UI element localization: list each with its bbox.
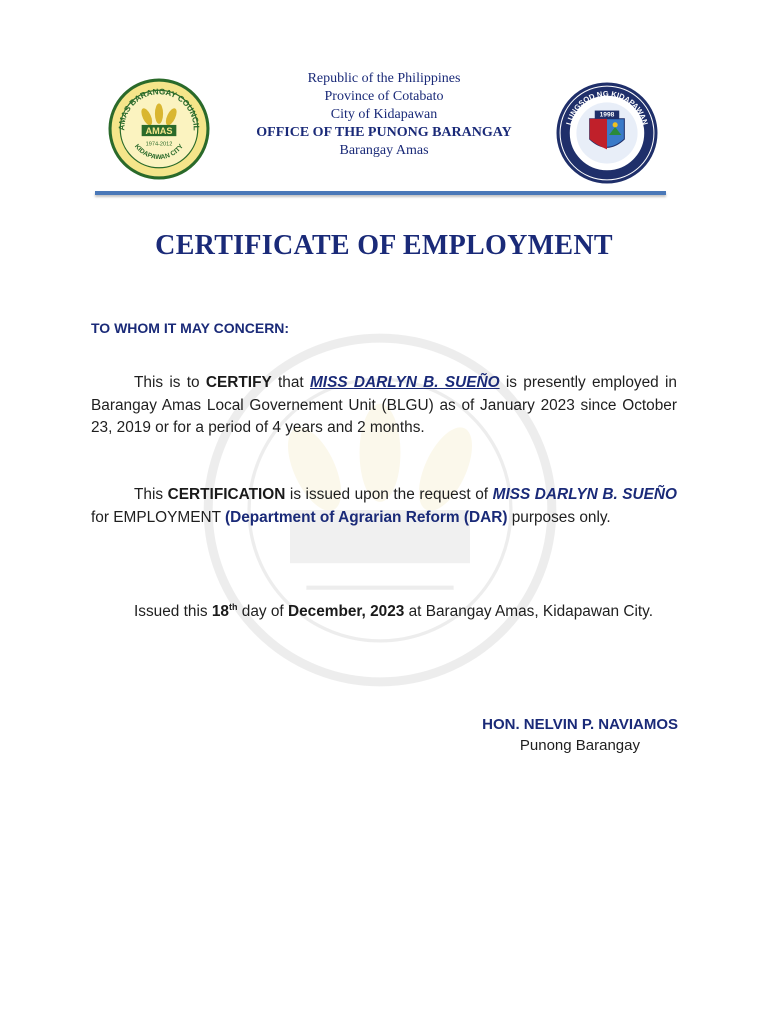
- p3-text-a: Issued this: [134, 603, 212, 621]
- p2-text-c: for EMPLOYMENT: [91, 508, 225, 526]
- issue-day: 18: [211, 603, 229, 621]
- right-seal-year: 1998: [599, 111, 615, 119]
- letterhead: [230, 70, 538, 160]
- paragraph-certification: [91, 484, 677, 529]
- barangay-line: Barangay Amas: [339, 143, 429, 158]
- city-line: City of Kidapawan: [330, 107, 438, 122]
- employee-name: MISS DARLYN B. SUEÑO: [309, 374, 500, 391]
- p2-text-d: purposes only.: [507, 508, 611, 526]
- office-line: OFFICE OF THE PUNONG BARANGAY: [256, 125, 512, 140]
- issue-month: December, 2023: [287, 603, 405, 621]
- paragraph-issued: [91, 596, 677, 624]
- province-line: Province of Cotabato: [324, 89, 444, 104]
- left-seal-ring-text: AMAS BARANGAY COUNCIL: [117, 87, 201, 131]
- right-seal-ring-text: LUNGSOD NG KIDAPAWAN: [564, 89, 650, 127]
- left-seal-years: 1974-2012: [145, 141, 173, 148]
- lungsod-ng-kidapawan-seal-icon: [556, 82, 658, 184]
- header-rule: [95, 191, 666, 195]
- republic-line: Republic of the Philippines: [307, 71, 461, 86]
- left-seal-bottom-text: KIDAPAWAN CITY: [132, 143, 186, 162]
- p1-text-c: is presently employed in Barangay Amas Local Governement Unit (BLGU) as of January 2023 since October 23, 2019 or for a period of 4 years and 2 months.: [91, 374, 677, 436]
- p3-text-c: at Barangay Amas, Kidapawan City.: [404, 603, 654, 621]
- amas-barangay-council-seal-icon: [108, 78, 210, 180]
- p2-text-a: This: [134, 486, 168, 503]
- signatory-title: Punong Barangay: [519, 737, 640, 754]
- p2-certification: CERTIFICATION: [167, 486, 286, 503]
- p2-text-b: is issued upon the request of: [285, 486, 493, 503]
- document-title: CERTIFICATE OF EMPLOYMENT: [155, 230, 613, 261]
- p1-text-a: This is to: [134, 374, 206, 391]
- p3-text-b: day of: [237, 603, 288, 621]
- salutation: TO WHOM IT MAY CONCERN:: [91, 320, 290, 336]
- p1-certify: CERTIFY: [205, 374, 272, 391]
- issue-day-suffix: th: [228, 602, 238, 612]
- paragraph-employment: [91, 372, 677, 440]
- p1-text-b: that: [271, 374, 310, 391]
- p2-purpose: (Department of Agrarian Reform (DAR): [224, 508, 508, 526]
- p2-employee-name: MISS DARLYN B. SUEÑO: [492, 486, 678, 503]
- left-seal-center-text: AMAS: [145, 126, 173, 137]
- signatory-name: HON. NELVIN P. NAVIAMOS: [482, 716, 678, 733]
